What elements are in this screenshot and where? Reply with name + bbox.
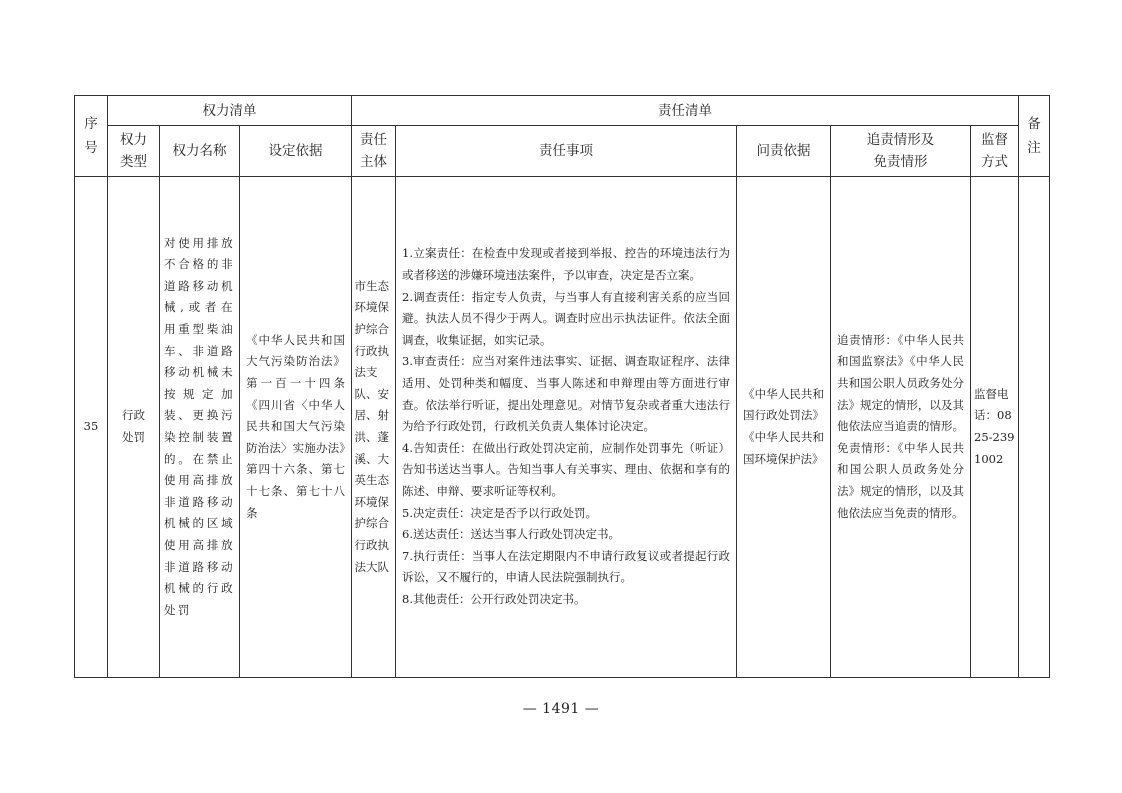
cell-resp-subject-text: 市生态环境保护综合行政执法支队、安居、射洪、蓬溪、大英生态环境保护综合行政执法大队 [354,278,390,574]
header-power-list: 权力清单 [108,96,352,126]
header-accountability-cases-label: 追责情形及免责情形 [866,132,935,170]
cell-power-name [160,177,240,678]
resp-item: 3.审查责任：应当对案件违法事实、证据、调查取证程序、法律适用、处罚种类和幅度、当事人陈述和申辩理由等方面进行审查。依法举行听证，提出处理意见。对情节复杂或者重大违法行为给予行政处罚，行政机关负责人集体讨论决定。 [402,354,731,434]
resp-item: 8.其他责任：公开行政处罚决定书。 [402,591,586,606]
header-resp-subject [352,126,396,177]
cell-accountability-basis-text: 《中华人民共和国行政处罚法》《中华人民共和国环境保护法》 [743,386,825,466]
cell-basis [240,177,352,678]
resp-item: 4.告知责任：在做出行政处罚决定前，应制作处罚事先（听证）告知书送达当事人。告知当事人有关事实、理由、依据和享有的陈述、申辩、要求听证等权利。 [402,440,731,498]
cell-resp-items [396,177,737,678]
header-resp-list: 责任清单 [352,96,1019,126]
header-seq [75,96,108,177]
header-resp-subject-label: 责任主体 [360,132,388,170]
page-number: — 1491 — [522,701,600,717]
header-accountability-cases [831,126,971,177]
header-power-type-label: 权力类型 [120,132,147,170]
resp-item: 2.调查责任：指定专人负责，与当事人有直接利害关系的应当回避。执法人员不得少于两人。调查时应出示执法证件。依法全面调查，收集证据，如实记录。 [402,289,731,347]
resp-items-list [396,243,736,610]
cell-resp-subject [352,177,396,678]
cell-seq: 35 [75,177,108,678]
resp-item: 7.执行责任：当事人在法定期限内不申请行政复议或者提起行政诉讼，又不履行的，申请人民法院强制执行。 [402,548,731,585]
header-supervision [971,126,1019,177]
header-remark [1019,96,1050,177]
cell-remark [1019,177,1050,678]
cell-power-type-text: 行政处罚 [122,408,145,444]
resp-item: 5.决定责任：决定是否予以行政处罚。 [402,505,597,520]
header-remark-label: 备注 [1027,116,1041,156]
power-responsibility-table [74,95,1050,678]
header-seq-label: 序号 [84,116,98,156]
header-power-name: 权力名称 [160,126,240,177]
cell-supervision-text: 监督电话：0825-2391002 [974,386,1015,466]
cell-accountability-cases-text: 追责情形：《中华人民共和国监察法》《中华人民共和国公职人员政务处分法》规定的情形，以及其他依法应当追责的情形。免责情形：《中华人民共和国公职人员政务处分法》规定的情形，以及其他依法应当免责的情形。 [837,332,965,520]
resp-item: 1.立案责任：在检查中发现或者接到举报、控告的环境违法行为或者移送的涉嫌环境违法案件，予以审查，决定是否立案。 [402,246,731,283]
header-accountability-basis: 问责依据 [737,126,831,177]
resp-item: 6.送达责任：送达当事人行政处罚决定书。 [402,527,620,542]
header-power-type [108,126,160,177]
cell-accountability-basis [737,177,831,678]
header-basis: 设定依据 [240,126,352,177]
cell-power-name-text: 对使用排放不合格的非道路移动机械,或者在用重型柴油车、非道路移动机械未按规定加装、更换污染控制装置的。在禁止使用高排放非道路移动机械的区域使用高排放非道路移动机械的行政处罚 [164,235,235,617]
header-supervision-label: 监督方式 [981,132,1009,170]
cell-accountability-cases [831,177,971,678]
cell-basis-text: 《中华人民共和国大气污染防治法》第一百一十四条《四川省〈中华人民共和国大气污染防治法〉实施办法》第四十六条、第七十七条、第七十八条 [246,332,346,520]
cell-supervision [971,177,1019,678]
header-resp-items: 责任事项 [396,126,737,177]
cell-power-type [108,177,160,678]
